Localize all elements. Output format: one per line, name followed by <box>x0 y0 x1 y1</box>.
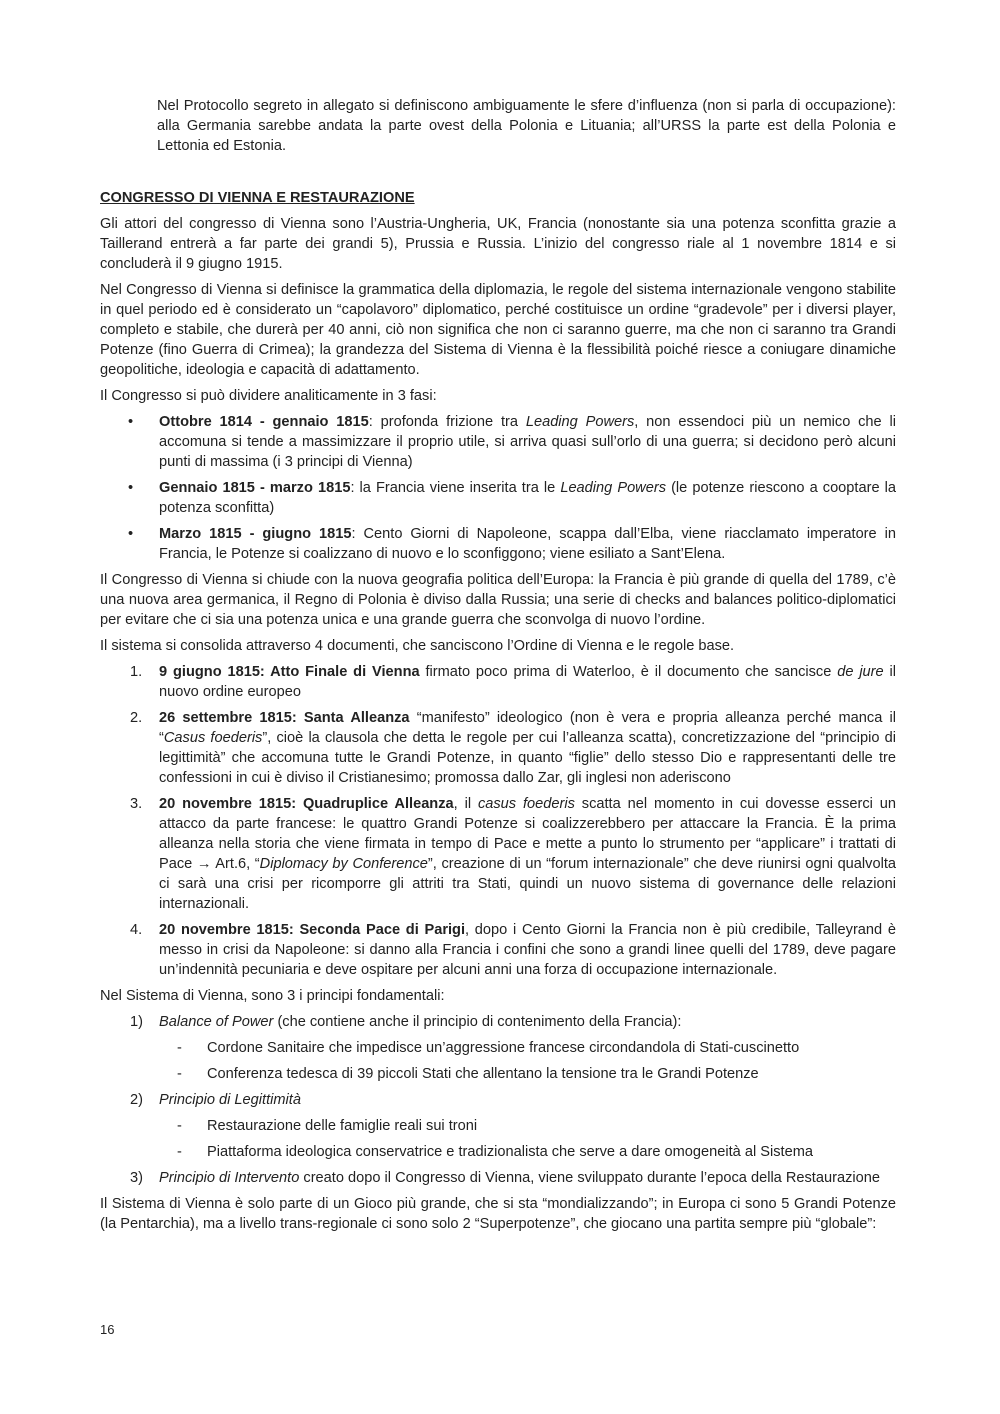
list-item <box>100 1168 896 1188</box>
list-number: 1. <box>130 664 143 680</box>
sub-item-text: Restaurazione delle famiglie reali sui troni <box>207 1118 478 1134</box>
paragraph-phases-intro: Il Congresso si può dividere analiticamente in 3 fasi: <box>100 388 437 404</box>
sub-item-text: Conferenza tedesca di 39 piccoli Stati che allentano la tensione tra le Grandi Potenze <box>207 1066 759 1082</box>
list-item <box>100 478 896 518</box>
dash-icon: - <box>177 1118 182 1134</box>
principle-title: Principio di Intervento <box>159 1170 300 1186</box>
document-italic: Casus foederis <box>163 730 263 746</box>
document-title: 20 novembre 1815: Seconda Pace di Parigi <box>159 922 466 938</box>
document-text: scatta nel momento in cui dovesse esserci un attacco da parte francese: le quattro Grandi Potenze si coalizzerebbero per attaccare la Francia. È la prima alleanza nella storia che viene firmata in tempo di Pace e mette a punto lo strumento per “applicare” i trattati di Pace → Art.6, “ <box>159 796 896 872</box>
paragraph-actors: Gli attori del congresso di Vienna sono l’Austria-Ungheria, UK, Francia (nonostante sia una potenza sconfitta grazie a Taillerand entrerà a far parte dei grandi 5), Prussia e Russia. L’inizio del congresso riale al 1 novembre 1814 e si concluderà il 9 giugno 1915. <box>100 216 896 272</box>
bullet-icon: • <box>128 526 134 542</box>
list-number: 2) <box>130 1092 143 1108</box>
list-number: 2. <box>130 710 143 726</box>
phase-italic: Leading Powers <box>525 414 635 430</box>
document-text: , il <box>453 796 478 812</box>
phase-date: Ottobre 1814 - gennaio 1815 <box>159 414 369 430</box>
list-item <box>100 1090 896 1110</box>
document-text: , dopo i Cento Giorni la Francia non è più credibile, Talleyrand è messo in crisi da Napoleone: si danno alla Francia i confini che sono a grandi linee quelli del 1789, deve pagare un’indennità pecuniaria e deve ospitare per alcuni anni una forza di occupazione internazionale. <box>159 922 896 978</box>
dash-icon: - <box>177 1066 182 1082</box>
phase-italic: Leading Powers <box>560 480 666 496</box>
document-title: 9 giugno 1815: Atto Finale di Vienna <box>159 664 420 680</box>
bullet-icon: • <box>128 414 134 430</box>
sub-item-text: Piattaforma ideologica conservatrice e tradizionalista che serve a dare omogeneità al Sistema <box>207 1144 813 1160</box>
list-item <box>100 524 896 564</box>
sub-list-item <box>100 1038 896 1058</box>
principle-title: Principio di Legittimità <box>159 1092 301 1108</box>
list-item <box>100 1012 896 1032</box>
page-number: 16 <box>100 1322 115 1337</box>
principle-title: Balance of Power <box>159 1014 274 1030</box>
document-italic: casus foederis <box>477 796 575 812</box>
paragraph-documents-intro: Il sistema si consolida attraverso 4 documenti, che sanciscono l’Ordine di Vienna e le regole base. <box>100 638 735 654</box>
document-text: firmato poco prima di Waterloo, è il documento che sancisce <box>419 664 838 680</box>
dash-icon: - <box>177 1144 182 1160</box>
list-number: 1) <box>130 1014 143 1030</box>
phase-text: (le potenze riescono a cooptare la potenza sconfitta) <box>159 480 896 516</box>
list-item <box>100 920 896 980</box>
phase-text: , non essendoci più un nemico che li accomuna si tende a massimizzare il proprio utile, si arriva quasi sull’orlo di una guerra; si decidono però alcuni punti di massima (i 3 principi di Vienna) <box>159 414 896 470</box>
intro-paragraph: Nel Protocollo segreto in allegato si definiscono ambiguamente le sfere d’influenza (non si parla di occupazione): alla Germania sarebbe andata la parte ovest della Polonia e Lituania; all’URSS la parte est della Polonia e Lettonia ed Estonia. <box>157 98 896 154</box>
list-number: 3) <box>130 1170 143 1186</box>
phase-text: : la Francia viene inserita tra le <box>350 480 561 496</box>
paragraph-principles-intro: Nel Sistema di Vienna, sono 3 i principi fondamentali: <box>100 988 445 1004</box>
document-title: 26 settembre 1815: Santa Alleanza <box>159 710 410 726</box>
document-text: ”, creazione di un “forum internazionale” che deve riunirsi ogni qualvolta ci sarà una crisi per ricomporre gli attriti tra Stati, quindi un nuovo sistema di governance delle relazioni internazionali. <box>159 856 896 912</box>
phase-date: Marzo 1815 - giugno 1815 <box>159 526 352 542</box>
document-italic: de jure <box>837 664 884 680</box>
document-text: ”, cioè la clausola che detta le regole per cui l’alleanza scatta), concretizzazione del “principio di legittimità” che accomuna tutte le Grandi Potenze, in quanto “figlie” dello stesso Dio e rappresentanti delle tre confessioni in cui è diviso il Cristianesimo; promossa dallo Zar, gli inglesi non aderiscono <box>159 730 896 786</box>
document-page <box>100 96 896 1240</box>
list-number: 3. <box>130 796 143 812</box>
dash-icon: - <box>177 1040 182 1056</box>
paragraph-geography: Il Congresso di Vienna si chiude con la nuova geografia politica dell’Europa: la Francia è più grande di quella del 1789, c’è una nuova area germanica, il Regno di Polonia è diviso dalla Russia; una serie di checks and balances politico-diplomatici per evitare che ci sia una potenza unica e una grande guerra che sconvolga di nuovo l’ordine. <box>100 572 896 628</box>
document-italic: Diplomacy by Conference <box>259 856 428 872</box>
paragraph-global-game: Il Sistema di Vienna è solo parte di un Gioco più grande, che si sta “mondializzando”; in Europa ci sono 5 Grandi Potenze (la Pentarchia), ma a livello trans-regionale ci sono solo 2 “Superpotenze”, che giocano una partita sempre più “globale”: <box>100 1196 896 1232</box>
list-number: 4. <box>130 922 143 938</box>
section-heading: CONGRESSO DI VIENNA E RESTAURAZIONE <box>100 190 415 206</box>
document-text: “manifesto” ideologico (non è vera e propria alleanza perché manca il “ <box>159 710 896 746</box>
paragraph-grammar: Nel Congresso di Vienna si definisce la grammatica della diplomazia, le regole del sistema internazionale vengono stabilite in quel periodo ed è considerato un “capolavoro” diplomatico, perché costituisce un ordine “gradevole” per i diversi player, completo e stabile, che durerà per 40 anni, ciò non significa che non ci saranno guerre, ma che non ci saranno tra Grandi Potenze (fino Guerra di Crimea); la grandezza del Sistema di Vienna è la flessibilità poiché riesce a coniugare dinamiche geopolitiche, ideologia e capacità di adattamento. <box>100 282 896 378</box>
list-item <box>100 662 896 702</box>
phases-list <box>100 412 896 564</box>
sub-list-item <box>100 1064 896 1084</box>
sub-list-item <box>100 1116 896 1136</box>
phase-text: : Cento Giorni di Napoleone, scappa dall’Elba, viene riacclamato imperatore in Francia, le Potenze si coalizzano di nuovo e lo sconfiggono; viene esiliato a Sant’Elena. <box>159 526 896 562</box>
documents-list <box>100 662 896 980</box>
bullet-icon: • <box>128 480 134 496</box>
principles-list <box>100 1012 896 1188</box>
phase-date: Gennaio 1815 - marzo 1815 <box>159 480 351 496</box>
phase-text: : profonda frizione tra <box>368 414 526 430</box>
list-item <box>100 708 896 788</box>
list-item <box>100 412 896 472</box>
principle-text: creato dopo il Congresso di Vienna, viene sviluppato durante l’epoca della Restaurazione <box>299 1170 880 1186</box>
document-title: 20 novembre 1815: Quadruplice Alleanza <box>159 796 454 812</box>
document-text: il nuovo ordine europeo <box>159 664 897 700</box>
sub-list-item <box>100 1142 896 1162</box>
principle-text: (che contiene anche il principio di contenimento della Francia): <box>273 1014 682 1030</box>
list-item <box>100 794 896 914</box>
sub-item-text: Cordone Sanitaire che impedisce un’aggressione francese circondandola di Stati-cuscinetto <box>207 1040 800 1056</box>
